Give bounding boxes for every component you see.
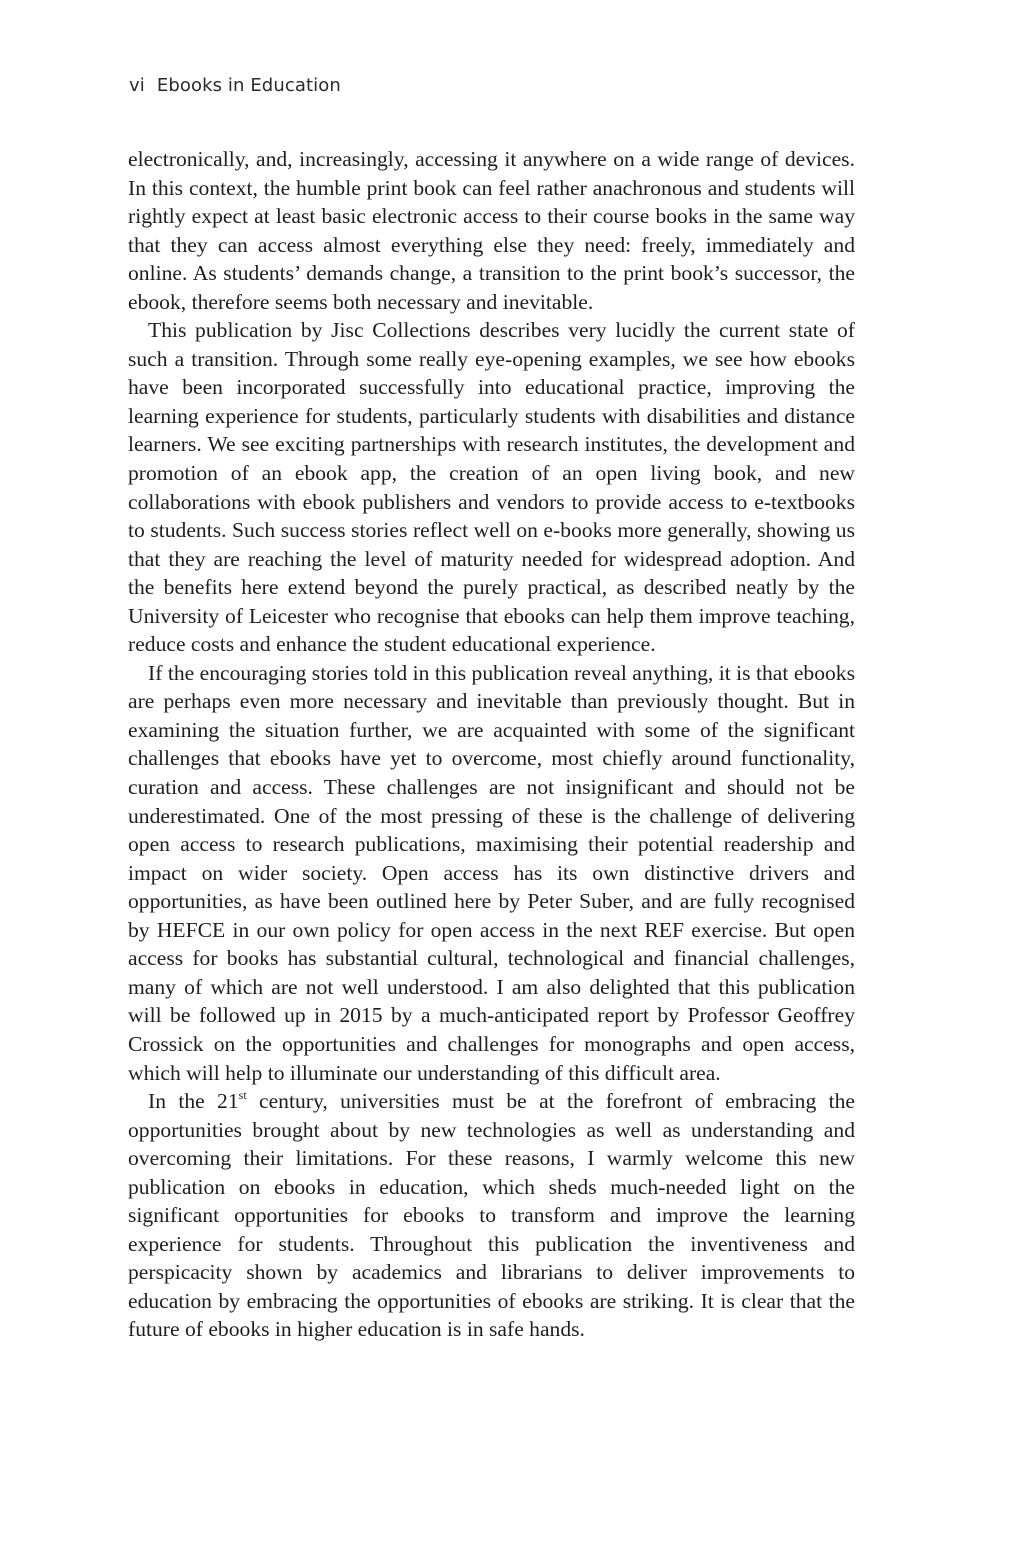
page-number: vi [129, 75, 145, 96]
running-title: Ebooks in Education [156, 75, 341, 96]
paragraph-challenges: If the encouraging stories told in this publication reveal anything, it is that ebooks are perhaps even more necessary and inevitable than previously thought. But in examining the situation further, we are acquainted with some of the significant challenges that ebooks have yet to overcome, most chiefly around functionality, curation and access. These challenges are not insignificant and should not be underestimated. One of the most pressing of these is the challenge of delivering open access to research publications, maximising their potential readership and impact on wider society. Open access has its own distinctive drivers and opportunities, as have been outlined here by Peter Suber, and are fully recognised by HEFCE in our own policy for open access in the next REF exercise. But open access for books has substantial cultural, technological and financial challenges, many of which are not well understood. I am also delighted that this publication will be followed up in 2015 by a much-anticipated report by Professor Geoffrey Crossick on the opportunities and challenges for monographs and open access, which will help to illuminate our understanding of this difficult area. [128, 660, 855, 1085]
paragraph-21st-century [128, 1087, 855, 1344]
paragraph-lead-text: In the 21 [148, 1089, 239, 1114]
paragraph-continued: electronically, and, increasingly, accessing it anywhere on a wide range of devices. In this context, the humble print book can feel rather anachronous and students will rightly expect at least basic electronic access to their course books in the same way that they can access almost everything else they need: freely, immediately and online. As students’ demands change, a transition to the print book’s successor, the ebook, therefore seems both necessary and inevitable. [128, 147, 855, 314]
paragraph-rest-text: century, universities must be at the forefront of embracing the opportunities brought about by new technologies as well as understanding and overcoming their limitations. For these reasons, I warmly welcome this new publication on ebooks in education, which sheds much-needed light on the significant opportunities for ebooks to transform and improve the learning experience for students. Throughout this publication the inventiveness and perspicacity shown by academics and librarians to deliver improvements to education by embracing the opportunities of ebooks are striking. It is clear that the future of ebooks in higher education is in safe hands. [128, 1089, 855, 1342]
ordinal-superscript: st [238, 1088, 247, 1103]
running-head [129, 75, 341, 96]
body-text [128, 145, 855, 1344]
paragraph-jisc-collections: This publication by Jisc Collections describes very lucidly the current state of such a transition. Through some really eye-opening examples, we see how ebooks have been incorporated successfully into educational practice, improving the learning experience for students, particularly students with disabilities and distance learners. We see exciting partnerships with research institutes, the development and promotion of an ebook app, the creation of an open living book, and new collaborations with ebook publishers and vendors to provide access to e-textbooks to students. Such success stories reflect well on e-books more generally, showing us that they are reaching the level of maturity needed for widespread adoption. And the benefits here extend beyond the purely practical, as described neatly by the University of Leicester who recognise that ebooks can help them improve teaching, reduce costs and enhance the student educational experience. [128, 318, 855, 657]
